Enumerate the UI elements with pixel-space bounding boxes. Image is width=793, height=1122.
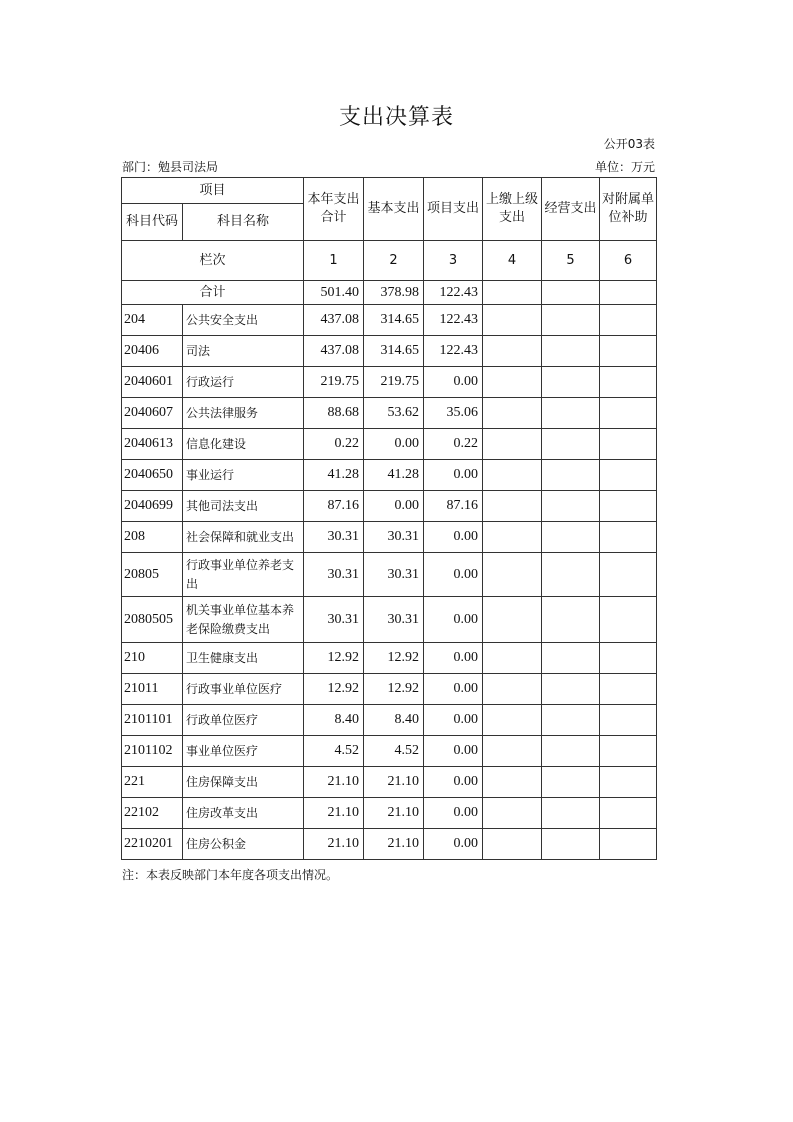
- subsidy-amount: [600, 736, 657, 767]
- remit-amount: [483, 491, 542, 522]
- basic-amount: 314.65: [364, 305, 424, 336]
- page-title: 支出决算表: [338, 105, 454, 130]
- remit-amount: [483, 705, 542, 736]
- total-label: 合计: [122, 281, 304, 305]
- subsidy-amount: [600, 522, 657, 553]
- subject-name: 住房公积金: [183, 829, 304, 860]
- header-code: 科目代码: [122, 204, 183, 241]
- total-basic: 378.98: [364, 281, 424, 305]
- subject-name: 信息化建设: [183, 429, 304, 460]
- project-amount: 0.00: [424, 829, 483, 860]
- header-remit: 上缴上级支出: [483, 178, 542, 241]
- total-amount: 21.10: [304, 829, 364, 860]
- project-amount: 0.00: [424, 674, 483, 705]
- table-row: [122, 705, 657, 736]
- project-amount: 0.00: [424, 767, 483, 798]
- table-row: [122, 522, 657, 553]
- total-subsidy: [600, 281, 657, 305]
- department-label: 部门：勉县司法局: [122, 160, 219, 174]
- table-row: [122, 367, 657, 398]
- subsidy-amount: [600, 829, 657, 860]
- subject-name: 公共法律服务: [183, 398, 304, 429]
- remit-amount: [483, 597, 542, 643]
- project-amount: 0.00: [424, 553, 483, 597]
- basic-amount: 30.31: [364, 597, 424, 643]
- header-business: 经营支出: [542, 178, 600, 241]
- total-amount: 21.10: [304, 767, 364, 798]
- business-amount: [542, 336, 600, 367]
- subsidy-amount: [600, 643, 657, 674]
- subject-name: 事业单位医疗: [183, 736, 304, 767]
- total-amount: 437.08: [304, 336, 364, 367]
- subject-code: 221: [122, 767, 183, 798]
- subsidy-amount: [600, 336, 657, 367]
- header-total: 本年支出合计: [304, 178, 364, 241]
- subject-name: 行政事业单位养老支出: [183, 553, 304, 597]
- table-row: [122, 491, 657, 522]
- project-amount: 0.00: [424, 367, 483, 398]
- header-project: 项目支出: [424, 178, 483, 241]
- subject-name: 社会保障和就业支出: [183, 522, 304, 553]
- project-amount: 122.43: [424, 336, 483, 367]
- remit-amount: [483, 367, 542, 398]
- business-amount: [542, 491, 600, 522]
- table-row: [122, 305, 657, 336]
- business-amount: [542, 367, 600, 398]
- remit-amount: [483, 767, 542, 798]
- total-row: [122, 281, 657, 305]
- total-amount: 0.22: [304, 429, 364, 460]
- table-row: [122, 643, 657, 674]
- total-amount: 219.75: [304, 367, 364, 398]
- remit-amount: [483, 336, 542, 367]
- expenditure-table: [121, 177, 657, 860]
- column-number-3: 3: [424, 241, 483, 281]
- subject-code: 20406: [122, 336, 183, 367]
- basic-amount: 12.92: [364, 674, 424, 705]
- subsidy-amount: [600, 305, 657, 336]
- remit-amount: [483, 798, 542, 829]
- project-amount: 0.00: [424, 460, 483, 491]
- project-amount: 0.00: [424, 522, 483, 553]
- total-project: 122.43: [424, 281, 483, 305]
- header-item: 项目: [122, 178, 304, 204]
- column-number-1: 1: [304, 241, 364, 281]
- business-amount: [542, 597, 600, 643]
- subsidy-amount: [600, 553, 657, 597]
- remit-amount: [483, 643, 542, 674]
- basic-amount: 12.92: [364, 643, 424, 674]
- business-amount: [542, 305, 600, 336]
- subject-name: 公共安全支出: [183, 305, 304, 336]
- business-amount: [542, 736, 600, 767]
- business-amount: [542, 553, 600, 597]
- subject-name: 事业运行: [183, 460, 304, 491]
- basic-amount: 21.10: [364, 767, 424, 798]
- business-amount: [542, 829, 600, 860]
- business-amount: [542, 674, 600, 705]
- project-amount: 0.00: [424, 736, 483, 767]
- project-amount: 87.16: [424, 491, 483, 522]
- table-note: 注：本表反映部门本年度各项支出情况。: [122, 868, 339, 882]
- subject-code: 2040607: [122, 398, 183, 429]
- header-subsidy: 对附属单位补助: [600, 178, 657, 241]
- project-amount: 0.00: [424, 798, 483, 829]
- subject-code: 20805: [122, 553, 183, 597]
- subject-code: 2101102: [122, 736, 183, 767]
- subject-name: 行政单位医疗: [183, 705, 304, 736]
- basic-amount: 314.65: [364, 336, 424, 367]
- table-row: [122, 336, 657, 367]
- subject-code: 204: [122, 305, 183, 336]
- remit-amount: [483, 429, 542, 460]
- column-number-6: 6: [600, 241, 657, 281]
- subject-name: 住房保障支出: [183, 767, 304, 798]
- total-amount: 30.31: [304, 597, 364, 643]
- remit-amount: [483, 736, 542, 767]
- basic-amount: 30.31: [364, 522, 424, 553]
- remit-amount: [483, 553, 542, 597]
- business-amount: [542, 398, 600, 429]
- subject-code: 2080505: [122, 597, 183, 643]
- business-amount: [542, 522, 600, 553]
- table-row: [122, 429, 657, 460]
- subsidy-amount: [600, 429, 657, 460]
- basic-amount: 219.75: [364, 367, 424, 398]
- total-amount: 41.28: [304, 460, 364, 491]
- basic-amount: 53.62: [364, 398, 424, 429]
- basic-amount: 21.10: [364, 829, 424, 860]
- table-row: [122, 736, 657, 767]
- project-amount: 0.00: [424, 597, 483, 643]
- subject-name: 其他司法支出: [183, 491, 304, 522]
- table-row: [122, 829, 657, 860]
- total-business: [542, 281, 600, 305]
- table-row: [122, 767, 657, 798]
- remit-amount: [483, 398, 542, 429]
- table-row: [122, 798, 657, 829]
- subject-name: 卫生健康支出: [183, 643, 304, 674]
- subject-code: 2040699: [122, 491, 183, 522]
- project-amount: 0.22: [424, 429, 483, 460]
- total-remit: [483, 281, 542, 305]
- business-amount: [542, 767, 600, 798]
- subsidy-amount: [600, 705, 657, 736]
- subsidy-amount: [600, 798, 657, 829]
- header-basic: 基本支出: [364, 178, 424, 241]
- subject-name: 住房改革支出: [183, 798, 304, 829]
- subject-code: 22102: [122, 798, 183, 829]
- subsidy-amount: [600, 367, 657, 398]
- remit-amount: [483, 674, 542, 705]
- subsidy-amount: [600, 398, 657, 429]
- basic-amount: 8.40: [364, 705, 424, 736]
- basic-amount: 21.10: [364, 798, 424, 829]
- remit-amount: [483, 460, 542, 491]
- total-amount: 12.92: [304, 674, 364, 705]
- table-row: [122, 674, 657, 705]
- column-number-2: 2: [364, 241, 424, 281]
- remit-amount: [483, 522, 542, 553]
- table-row: [122, 597, 657, 643]
- subject-code: 208: [122, 522, 183, 553]
- subject-name: 机关事业单位基本养老保险缴费支出: [183, 597, 304, 643]
- basic-amount: 0.00: [364, 491, 424, 522]
- basic-amount: 4.52: [364, 736, 424, 767]
- total-amount: 501.40: [304, 281, 364, 305]
- subsidy-amount: [600, 597, 657, 643]
- subject-name: 行政运行: [183, 367, 304, 398]
- subject-code: 21011: [122, 674, 183, 705]
- remit-amount: [483, 305, 542, 336]
- project-amount: 35.06: [424, 398, 483, 429]
- subsidy-amount: [600, 674, 657, 705]
- basic-amount: 0.00: [364, 429, 424, 460]
- business-amount: [542, 460, 600, 491]
- total-amount: 12.92: [304, 643, 364, 674]
- subject-code: 2101101: [122, 705, 183, 736]
- subject-code: 2040613: [122, 429, 183, 460]
- subsidy-amount: [600, 491, 657, 522]
- column-number-5: 5: [542, 241, 600, 281]
- total-amount: 4.52: [304, 736, 364, 767]
- subject-code: 210: [122, 643, 183, 674]
- column-number-label: 栏次: [122, 241, 304, 281]
- subsidy-amount: [600, 767, 657, 798]
- remit-amount: [483, 829, 542, 860]
- business-amount: [542, 705, 600, 736]
- table-row: [122, 553, 657, 597]
- total-amount: 30.31: [304, 522, 364, 553]
- total-amount: 88.68: [304, 398, 364, 429]
- table-row: [122, 398, 657, 429]
- subject-code: 2040601: [122, 367, 183, 398]
- total-amount: 21.10: [304, 798, 364, 829]
- project-amount: 0.00: [424, 705, 483, 736]
- total-amount: 8.40: [304, 705, 364, 736]
- subsidy-amount: [600, 460, 657, 491]
- basic-amount: 41.28: [364, 460, 424, 491]
- subject-name: 行政事业单位医疗: [183, 674, 304, 705]
- total-amount: 30.31: [304, 553, 364, 597]
- column-number-4: 4: [483, 241, 542, 281]
- subject-name: 司法: [183, 336, 304, 367]
- subject-code: 2040650: [122, 460, 183, 491]
- header-name: 科目名称: [183, 204, 304, 241]
- form-number: 公开03表: [603, 137, 655, 151]
- project-amount: 0.00: [424, 643, 483, 674]
- basic-amount: 30.31: [364, 553, 424, 597]
- project-amount: 122.43: [424, 305, 483, 336]
- unit-label: 单位：万元: [594, 160, 655, 174]
- business-amount: [542, 798, 600, 829]
- business-amount: [542, 643, 600, 674]
- total-amount: 87.16: [304, 491, 364, 522]
- business-amount: [542, 429, 600, 460]
- subject-code: 2210201: [122, 829, 183, 860]
- total-amount: 437.08: [304, 305, 364, 336]
- table-row: [122, 460, 657, 491]
